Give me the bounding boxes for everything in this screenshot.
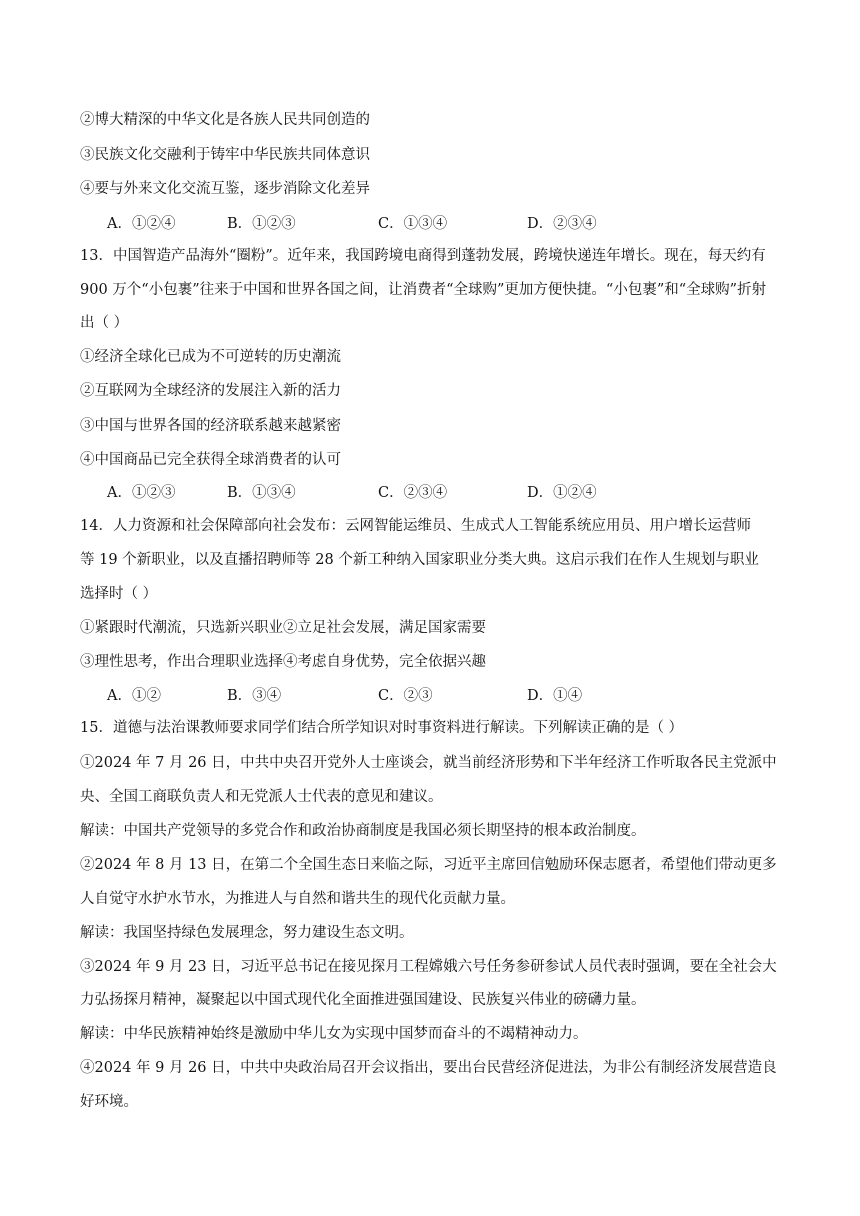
q13-stem-line-1: 13．中国智造产品海外“圈粉”。近年来，我国跨境电商得到蓬勃发展，跨境快递连年增长。现在，每天约有 xyxy=(80,248,766,264)
q14-items-line-1: ①紧跟时代潮流，只选新兴职业②立足社会发展，满足国家需要 xyxy=(80,620,486,636)
q14-items-line-2: ③理性思考，作出合理职业选择④考虑自身优势，完全依据兴趣 xyxy=(80,654,486,670)
q15-line-8: 力弘扬探月精神，凝聚起以中国式现代化全面推进强国建设、民族复兴伟业的磅礴力量。 xyxy=(80,992,646,1008)
q13-stem-line-3: 出（ ） xyxy=(80,315,129,331)
q13-option-d: D．①②④ xyxy=(527,485,597,501)
q13-stem-line-2: 900 万个“小包裹”往来于中国和世界各国之间，让消费者“全球购”更加方便快捷。“小包裹”和“全球购”折射 xyxy=(80,282,767,298)
q13-item-1: ①经济全球化已成为不可逆转的历史潮流 xyxy=(80,349,341,365)
q12-option-a: A．①②④ xyxy=(107,216,176,232)
q15-interpretation-2: 解读：我国坚持绿色发展理念，努力建设生态文明。 xyxy=(80,925,414,941)
q14-stem-line-2: 等 19 个新职业，以及直播招聘师等 28 个新工种纳入国家职业分类大典。这启示我们在作人生规划与职业 xyxy=(80,552,759,568)
q15-line-11: 好环境。 xyxy=(80,1094,138,1110)
q14-option-b: B．③④ xyxy=(227,688,282,704)
q15-interpretation-1: 解读：中国共产党领导的多党合作和政治协商制度是我国必须长期坚持的根本政治制度。 xyxy=(80,823,646,839)
q13-option-a: A．①②③ xyxy=(107,485,176,501)
q15-line-5: 人自觉守水护水节水，为推进人与自然和谐共生的现代化贡献力量。 xyxy=(80,891,515,907)
q15-stem: 15．道德与法治课教师要求同学们结合所学知识对时事资料进行解读。下列解读正确的是（ ） xyxy=(80,720,684,736)
q14-stem-line-3: 选择时（ ） xyxy=(80,586,158,602)
q15-line-4: ②2024 年 8 月 13 日，在第二个全国生态日来临之际，习近平主席回信勉励环保志愿者，希望他们带动更多 xyxy=(80,857,777,873)
q13-option-c: C．②③④ xyxy=(378,485,448,501)
q13-item-3: ③中国与世界各国的经济联系越来越紧密 xyxy=(80,418,341,434)
q12-item-3: ③民族文化交融利于铸牢中华民族共同体意识 xyxy=(80,147,370,163)
q14-option-a: A．①② xyxy=(107,688,161,704)
q14-option-c: C．②③ xyxy=(378,688,433,704)
q15-line-1: ①2024 年 7 月 26 日，中共中央召开党外人士座谈会，就当前经济形势和下半年经济工作听取各民主党派中 xyxy=(80,755,777,771)
q12-option-c: C．①③④ xyxy=(378,216,448,232)
q12-item-2: ②博大精深的中华文化是各族人民共同创造的 xyxy=(80,112,370,128)
q13-option-b: B．①③④ xyxy=(227,485,296,501)
q13-item-4: ④中国商品已完全获得全球消费者的认可 xyxy=(80,452,341,468)
q15-line-2: 央、全国工商联负责人和无党派人士代表的意见和建议。 xyxy=(80,789,443,805)
q12-item-4: ④要与外来文化交流互鉴，逐步消除文化差异 xyxy=(80,181,370,197)
q14-option-d: D．①④ xyxy=(527,688,583,704)
q12-option-d: D．②③④ xyxy=(527,216,597,232)
q14-stem-line-1: 14．人力资源和社会保障部向社会发布：云网智能运维员、生成式人工智能系统应用员、用户增长运营师 xyxy=(80,518,751,534)
q15-line-7: ③2024 年 9 月 23 日，习近平总书记在接见探月工程嫦娥六号任务参研参试人员代表时强调，要在全社会大 xyxy=(80,959,777,975)
q12-option-b: B．①②③ xyxy=(227,216,296,232)
q15-interpretation-3: 解读：中华民族精神始终是激励中华儿女为实现中国梦而奋斗的不竭精神动力。 xyxy=(80,1026,588,1042)
q13-item-2: ②互联网为全球经济的发展注入新的活力 xyxy=(80,383,341,399)
q15-line-10: ④2024 年 9 月 26 日，中共中央政治局召开会议指出，要出台民营经济促进法，为非公有制经济发展营造良 xyxy=(80,1060,777,1076)
